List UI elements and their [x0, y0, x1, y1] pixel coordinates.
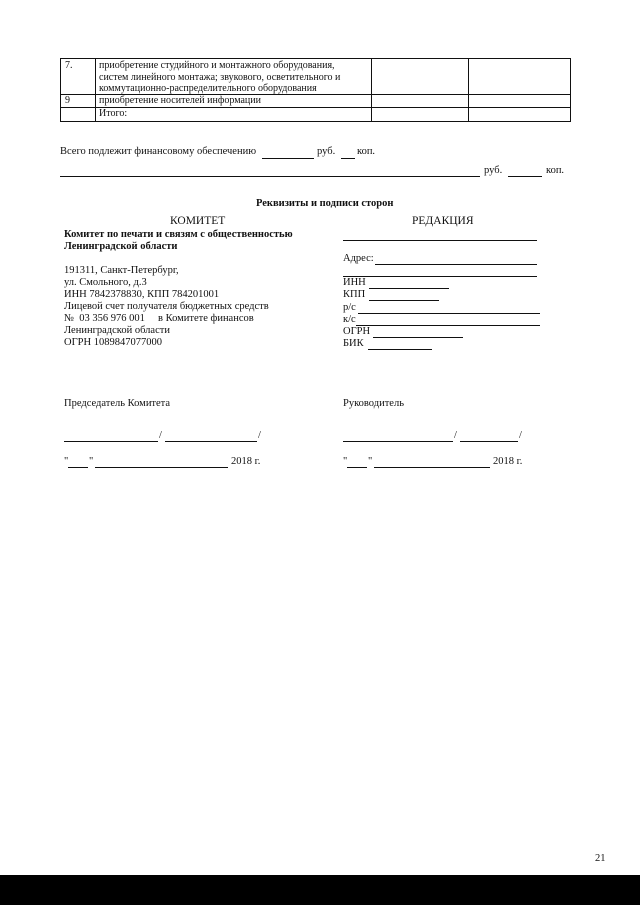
- left-detail: Лицевой счет получателя бюджетных средств: [64, 301, 269, 312]
- right-name-blank: [460, 441, 518, 442]
- left-slash: /: [258, 430, 261, 441]
- right-signature-blank: [343, 441, 453, 442]
- left-signature-blank: [64, 441, 158, 442]
- amount-in-words-blank: [60, 176, 480, 177]
- rs-label: р/с: [343, 302, 356, 313]
- left-name-blank: [165, 441, 257, 442]
- table-row-text: систем линейного монтажа; звукового, осветительного и: [99, 71, 341, 83]
- left-detail: № 03 356 976 001 в Комитете финансов: [64, 313, 254, 324]
- table-row-divider: [61, 107, 570, 108]
- right-slash: /: [454, 430, 457, 441]
- bik-label: БИК: [343, 338, 364, 349]
- budget-table: [60, 58, 571, 122]
- table-col-divider: [371, 59, 372, 121]
- scan-border: [0, 875, 640, 905]
- address-blank: [375, 264, 537, 265]
- right-name-blank: [343, 240, 537, 241]
- ks-blank: [356, 325, 540, 326]
- left-date-quote: ": [89, 456, 94, 467]
- left-party-region: Ленинградской области: [64, 241, 178, 252]
- rub-label: руб.: [317, 146, 336, 157]
- right-party-header: РЕДАКЦИЯ: [412, 215, 474, 227]
- address-label: Адрес:: [343, 253, 374, 264]
- ogrn-label: ОГРН: [343, 326, 371, 337]
- table-col-divider: [468, 59, 469, 121]
- rub-label-2: руб.: [484, 165, 503, 176]
- section-title: Реквизиты и подписи сторон: [256, 198, 394, 209]
- table-row-text: коммутационно-распределительного оборудования: [99, 83, 317, 94]
- right-signer-title: Руководитель: [343, 398, 404, 409]
- kop-label-2: коп.: [546, 165, 565, 176]
- left-year: 2018 г.: [231, 456, 261, 467]
- left-month-blank: [95, 467, 228, 468]
- right-month-blank: [374, 467, 490, 468]
- left-signer-title: Председатель Комитета: [64, 398, 171, 409]
- left-detail: ОГРН 1089847077000: [64, 337, 162, 348]
- page-number: 21: [595, 853, 606, 864]
- inn-label: ИНН: [343, 277, 366, 288]
- left-date-quote: ": [64, 456, 69, 467]
- right-date-quote: ": [343, 456, 348, 467]
- total-funding-label: Всего подлежит финансовому обеспечению: [60, 146, 257, 157]
- right-day-blank: [347, 467, 367, 468]
- kpp-blank: [369, 300, 439, 301]
- address-blank-2: [343, 276, 537, 277]
- table-row-number: 9: [65, 95, 70, 106]
- left-detail: ИНН 7842378830, КПП 784201001: [64, 289, 220, 300]
- kop-blank-2: [508, 176, 542, 177]
- right-date-quote: ": [368, 456, 373, 467]
- table-row-number: 7.: [65, 60, 73, 71]
- table-total-label: Итого:: [99, 108, 128, 119]
- ks-label: к/с: [343, 314, 356, 325]
- table-row-text: приобретение носителей информации: [99, 95, 261, 106]
- bik-blank: [368, 349, 432, 350]
- kpp-label: КПП: [343, 289, 366, 300]
- table-row-text: приобретение студийного и монтажного оборудования,: [99, 60, 335, 71]
- inn-blank: [369, 288, 449, 289]
- left-detail: 191311, Санкт-Петербург,: [64, 265, 179, 276]
- right-slash: /: [519, 430, 522, 441]
- table-col-divider: [95, 59, 96, 121]
- left-party-header: КОМИТЕТ: [170, 215, 226, 227]
- left-detail: ул. Смольного, д.3: [64, 277, 147, 288]
- right-year: 2018 г.: [493, 456, 523, 467]
- kop-label: коп.: [357, 146, 376, 157]
- left-slash: /: [159, 430, 162, 441]
- rs-blank: [358, 313, 540, 314]
- left-detail: Ленинградской области: [64, 325, 170, 336]
- left-day-blank: [68, 467, 88, 468]
- left-party-name: Комитет по печати и связям с общественностью: [64, 229, 293, 240]
- kop-blank: [341, 158, 355, 159]
- ogrn-blank: [373, 337, 463, 338]
- rub-blank: [262, 158, 314, 159]
